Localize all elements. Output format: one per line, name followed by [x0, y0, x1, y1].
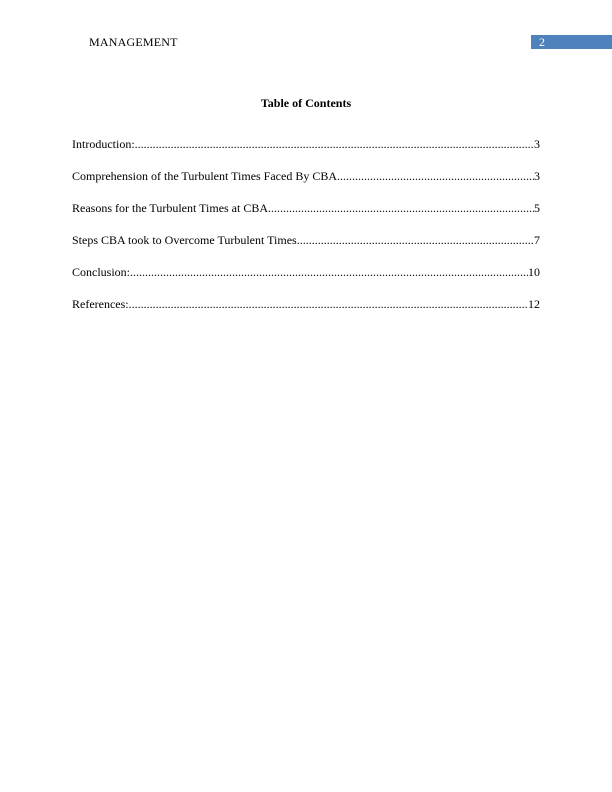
toc-entry-label: Steps CBA took to Overcome Turbulent Times [72, 233, 297, 247]
toc-dot-leader [337, 169, 534, 183]
toc-entry-conclusion[interactable] [72, 265, 540, 279]
toc-dot-leader [129, 297, 528, 311]
toc-entry-page: 3 [534, 137, 540, 151]
toc-list [72, 137, 540, 329]
toc-dot-leader [268, 201, 534, 215]
toc-entry-label: Introduction: [72, 137, 135, 151]
toc-entry-page: 12 [528, 297, 540, 311]
running-header-title: MANAGEMENT [89, 35, 178, 49]
toc-entry-label: Reasons for the Turbulent Times at CBA [72, 201, 269, 215]
toc-dot-leader [130, 265, 528, 279]
toc-dot-leader [135, 137, 534, 151]
toc-entry-comprehension[interactable] [72, 169, 540, 183]
toc-entry-page: 5 [534, 201, 540, 215]
toc-entry-reasons[interactable] [72, 201, 540, 215]
toc-dot-leader [297, 233, 534, 247]
toc-entry-references[interactable] [72, 297, 540, 311]
toc-entry-page: 3 [534, 169, 540, 183]
toc-entry-label: References: [72, 297, 129, 311]
toc-entry-label: Conclusion: [72, 265, 131, 279]
toc-entry-page: 10 [528, 265, 540, 279]
toc-entry-label: Comprehension of the Turbulent Times Faced By CBA [72, 169, 338, 183]
toc-heading: Table of Contents [260, 96, 352, 110]
toc-entry-page: 7 [534, 233, 540, 247]
toc-entry-introduction[interactable] [72, 137, 540, 151]
toc-entry-steps[interactable] [72, 233, 540, 247]
page-number-badge [531, 35, 612, 49]
page-number: 2 [539, 35, 545, 49]
